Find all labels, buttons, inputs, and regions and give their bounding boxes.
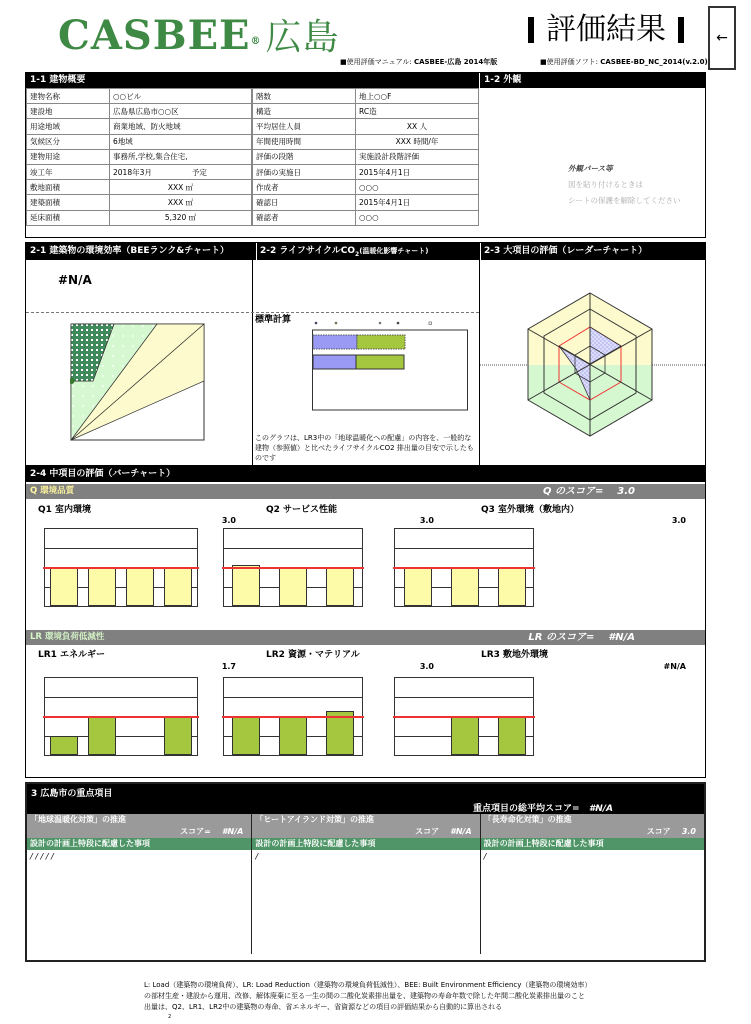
q3-title: Q3 室外環境（敷地内）	[481, 505, 580, 515]
lr2-value: 3.0	[419, 662, 434, 671]
bee-rank: #N/A	[58, 273, 92, 287]
priority-columns	[27, 814, 704, 954]
q2-title: Q2 サービス性能	[266, 505, 338, 515]
priority-notes-input[interactable]: /	[255, 852, 259, 861]
priority-notes-input[interactable]: /	[483, 852, 487, 861]
section-1-header: 1-1 建物概要	[26, 73, 705, 88]
lr1-value: 1.7	[221, 662, 236, 671]
co2-chart-note: このグラフは、LR3中の「地球温暖化への配慮」の内容を、一般的な建物（参照値）と比べたライフサイクルCO2 排出量の目安で示したものです	[255, 434, 474, 462]
lr1-bar-chart	[44, 677, 198, 756]
exterior-image-placeholder[interactable]: 外観パース等 図を貼り付けるときは シートの保護を解除してください	[568, 164, 681, 205]
footnote: L: Load（建築物の環境負荷）、LR: Load Reduction（建築物の環境負荷低減性）、BEE: Built Environment Efficiency（建築物の環境効率） の部材生産・建設から運用、改修、解体廃棄に至る一生の間の二酸化炭素排出量を、建築物の寿命年数で除した年間二酸化炭素排出量のこと 出量は、Q2、LR1、LR2中の建築物の寿命、省エネルギー、省資源などの項目の評価結果から自動的に算出される	[144, 981, 592, 1011]
q-header: Q 環境品質 Q のスコア= 3.0	[26, 484, 705, 499]
lr-header: LR 環境負荷低減性 LR のスコア= #N/A	[26, 630, 705, 645]
radar-chart	[480, 260, 706, 465]
building-info-right: 階数 地上○○F 構造 RC造 平均居住人員 XX 人 年間使用時間 XXX 時間/年 評価の段階 実施設計段階評価 評価の実施日 2015年4月1日 作成者 ○○○ 確認日 2015年4月1日 確認者 ○○○	[252, 88, 479, 226]
lifecycle-co2-chart	[312, 321, 472, 411]
q1-bar-chart	[44, 528, 198, 607]
q3-value: 3.0	[671, 516, 686, 525]
priority-column: 「長寿命化対策」の推進 スコア 3.0 設計の計画上特段に配慮した事項 /	[481, 814, 704, 954]
priority-column: 「ヒートアイランド対策」の推進 スコア #N/A 設計の計画上特段に配慮した事項 /	[252, 814, 480, 954]
software-info: ■使用評価ソフト: CASBEE-BD_NC_2014(v.2.0)	[540, 58, 708, 66]
standard-calc-label: 標準計算	[255, 315, 292, 325]
q3-bar-chart	[394, 528, 534, 607]
arrow-left-icon: ←	[716, 30, 728, 46]
section-1-2-header: 1-2 外観	[479, 73, 705, 88]
section-2-2-title: 2-2 ライフサイクル$CO_2$(温暖化影響チャート)	[256, 243, 428, 263]
priority-column: 「地球温暖化対策」の推進 スコア= #N/A 設計の計画上特段に配慮した事項 / / / / /	[27, 814, 252, 954]
q1-value: 3.0	[221, 516, 236, 525]
section-2-3-title: 2-3 大項目の評価（レーダーチャート）	[480, 243, 647, 260]
manual-info: ■使用評価マニュアル: CASBEE-広島 2014年版	[340, 58, 498, 66]
q2-value: 3.0	[419, 516, 434, 525]
page-title: 評価結果	[516, 10, 696, 50]
q2-bar-chart	[223, 528, 363, 607]
lr3-bar-chart	[394, 677, 534, 756]
lr3-value: #N/A	[663, 662, 686, 671]
lr3-title: LR3 敷地外環境	[481, 650, 549, 660]
section-1	[25, 72, 706, 238]
section-3	[25, 782, 706, 962]
section-2-4	[25, 466, 706, 778]
lr2-title: LR2 資源・マテリアル	[266, 650, 360, 660]
bee-chart	[70, 323, 206, 443]
section-2-4-header: 2-4 中項目の評価（バーチャート）	[26, 467, 705, 482]
casbee-logo: CASBEE® 広島	[58, 12, 340, 59]
priority-notes-input[interactable]: / / / / /	[30, 852, 54, 861]
section-2	[25, 242, 706, 466]
back-button[interactable]	[708, 6, 736, 70]
section-2-1-title: 2-1 建築物の環境効率（BEEランク&チャート）	[30, 246, 229, 256]
lr1-title: LR1 エネルギー	[38, 650, 106, 660]
q1-title: Q1 室内環境	[38, 505, 92, 515]
building-info-left: 建物名称 ○○ビル 建設地 広島県広島市○○区 用途地域 商業地域、防火地域 気候区分 6地域 建物用途 事務所,学校,集合住宅, 竣工年 2018年3月 予定 敷地面積 XXX ㎡ 建築面積 XXX ㎡ 延床面積 5,320 ㎡	[26, 88, 252, 226]
section-3-header: 3 広島市の重点項目 重点項目の総平均スコア= #N/A	[27, 784, 704, 814]
lr2-bar-chart	[223, 677, 363, 756]
page-number: 2	[168, 1014, 172, 1020]
